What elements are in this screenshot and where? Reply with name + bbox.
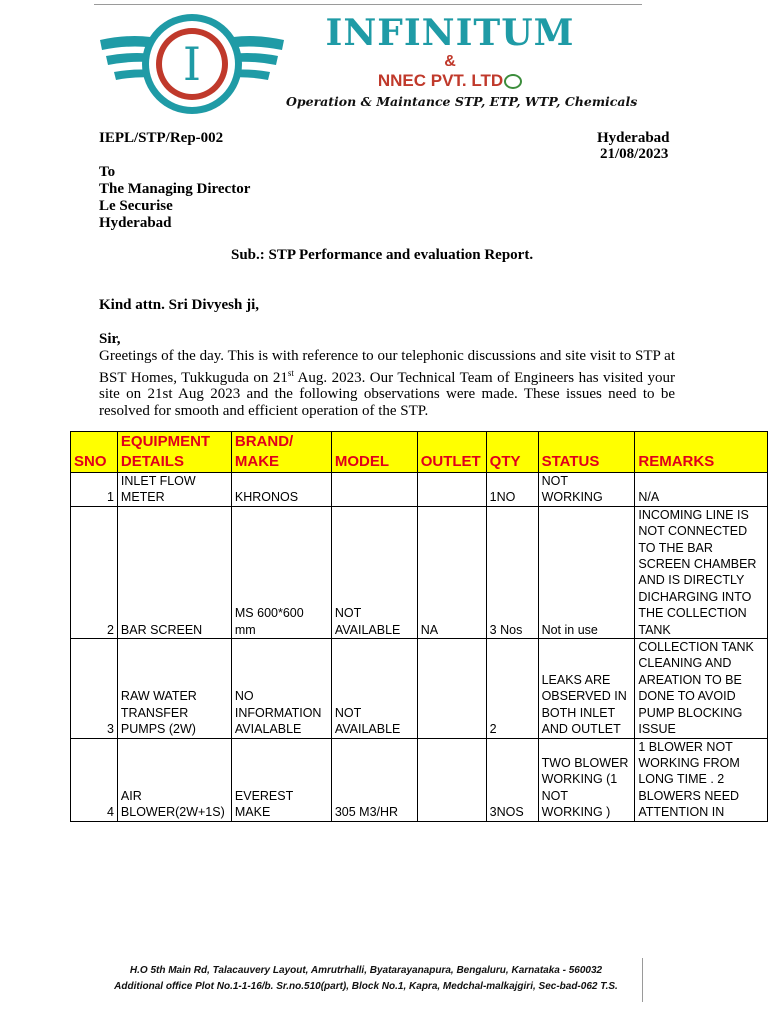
cell-model [331, 473, 417, 507]
cell-model: NOT AVAILABLE [331, 639, 417, 738]
cell-status: LEAKS ARE OBSERVED IN BOTH INLET AND OUTLET [538, 639, 635, 738]
cell-equipment: INLET FLOW METER [117, 473, 231, 507]
footer-rule [642, 958, 643, 1002]
attention-line: Kind attn. Sri Divyesh ji, [99, 297, 260, 313]
header-model: MODEL [331, 432, 417, 473]
observations-table [70, 431, 768, 822]
letter-date: 21/08/2023 [600, 146, 669, 162]
header-status: STATUS [538, 432, 635, 473]
svg-text:I: I [182, 37, 202, 91]
table-header-row [71, 432, 768, 473]
table-row [71, 738, 768, 821]
address-line: Hyderabad [99, 215, 172, 231]
cell-remarks: 1 BLOWER NOT WORKING FROM LONG TIME . 2 BLOWERS NEED ATTENTION IN [635, 738, 768, 821]
cell-outlet [417, 473, 486, 507]
letter-body [99, 348, 675, 419]
letter-city: Hyderabad [597, 130, 670, 146]
subject-line: Sub.: STP Performance and evaluation Report. [231, 247, 534, 263]
cell-brand: NO INFORMATION AVIALABLE [231, 639, 331, 738]
cell-brand: EVEREST MAKE [231, 738, 331, 821]
reference-number: IEPL/STP/Rep-002 [99, 130, 224, 146]
table-row [71, 506, 768, 638]
cell-outlet [417, 639, 486, 738]
cell-qty: 1NO [486, 473, 538, 507]
cell-remarks: COLLECTION TANK CLEANING AND AREATION TO BE DONE TO AVOID PUMP BLOCKING ISSUE [635, 639, 768, 738]
header-equipment: EQUIPMENT DETAILS [117, 432, 231, 473]
cell-sno: 4 [71, 738, 118, 821]
cell-qty: 3 Nos [486, 506, 538, 638]
header-qty: QTY [486, 432, 538, 473]
cell-sno: 2 [71, 506, 118, 638]
header-remarks: REMARKS [635, 432, 768, 473]
cell-sno: 3 [71, 639, 118, 738]
cell-remarks: INCOMING LINE IS NOT CONNECTED TO THE BAR SCREEN CHAMBER AND IS DIRECTLY DICHARGING INTO THE COLLECTION TANK [635, 506, 768, 638]
header-outlet: OUTLET [417, 432, 486, 473]
cell-status: TWO BLOWER WORKING (1 NOT WORKING ) [538, 738, 635, 821]
company-name-text: NNEC PVT. LTD [377, 71, 504, 90]
address-block [99, 164, 250, 232]
table-row [71, 473, 768, 507]
cell-sno: 1 [71, 473, 118, 507]
address-to: To [99, 164, 116, 180]
cell-status: Not in use [538, 506, 635, 638]
cell-equipment: BAR SCREEN [117, 506, 231, 638]
cell-status: NOT WORKING [538, 473, 635, 507]
header-sno: SNO [71, 432, 118, 473]
cell-outlet [417, 738, 486, 821]
cell-equipment: RAW WATER TRANSFER PUMPS (2W) [117, 639, 231, 738]
cell-qty: 2 [486, 639, 538, 738]
header-rule [94, 4, 642, 5]
brand-block [290, 12, 610, 92]
cell-outlet: NA [417, 506, 486, 638]
tagline: Operation & Maintance STP, ETP, WTP, Chemicals [286, 94, 638, 109]
body-superscript: st [287, 367, 294, 378]
cell-model: NOT AVAILABLE [331, 506, 417, 638]
table-row [71, 639, 768, 738]
cell-brand: KHRONOS [231, 473, 331, 507]
cell-model: 305 M3/HR [331, 738, 417, 821]
salutation: Sir, [99, 331, 121, 347]
leaf-icon [504, 74, 522, 89]
cell-qty: 3NOS [486, 738, 538, 821]
company-name [290, 70, 610, 92]
cell-equipment: AIR BLOWER(2W+1S) [117, 738, 231, 821]
address-line: Le Securise [99, 198, 173, 214]
cell-brand: MS 600*600 mm [231, 506, 331, 638]
company-logo [96, 10, 288, 118]
footer-additional-office: Additional office Plot No.1-1-16/b. Sr.no.510(part), Block No.1, Kapra, Medchal-malkajgiri, Sec-bad-062 T.S. [114, 981, 618, 992]
footer-head-office: H.O 5th Main Rd, Talacauvery Layout, Amrutrhalli, Byatarayanapura, Bengaluru, Karnataka - 560032 [129, 965, 603, 976]
brand-name: INFINITUM [325, 12, 575, 54]
body-text-cont: Aug. 2023. Our Technical Team of Engineers has visited your site on 21st Aug 2023 and the following observations were made. These issues need to be resolved for smooth and efficient operation of the STP. [99, 369, 675, 419]
brand-ampersand: & [444, 53, 456, 70]
address-line: The Managing Director [99, 181, 251, 197]
body-text: Greetings of the day. This is with reference to our telephonic discussions and site visit to STP at BST Homes, Tukkuguda on 21 [99, 348, 675, 386]
header-brand: BRAND/ MAKE [231, 432, 331, 473]
cell-remarks: N/A [635, 473, 768, 507]
